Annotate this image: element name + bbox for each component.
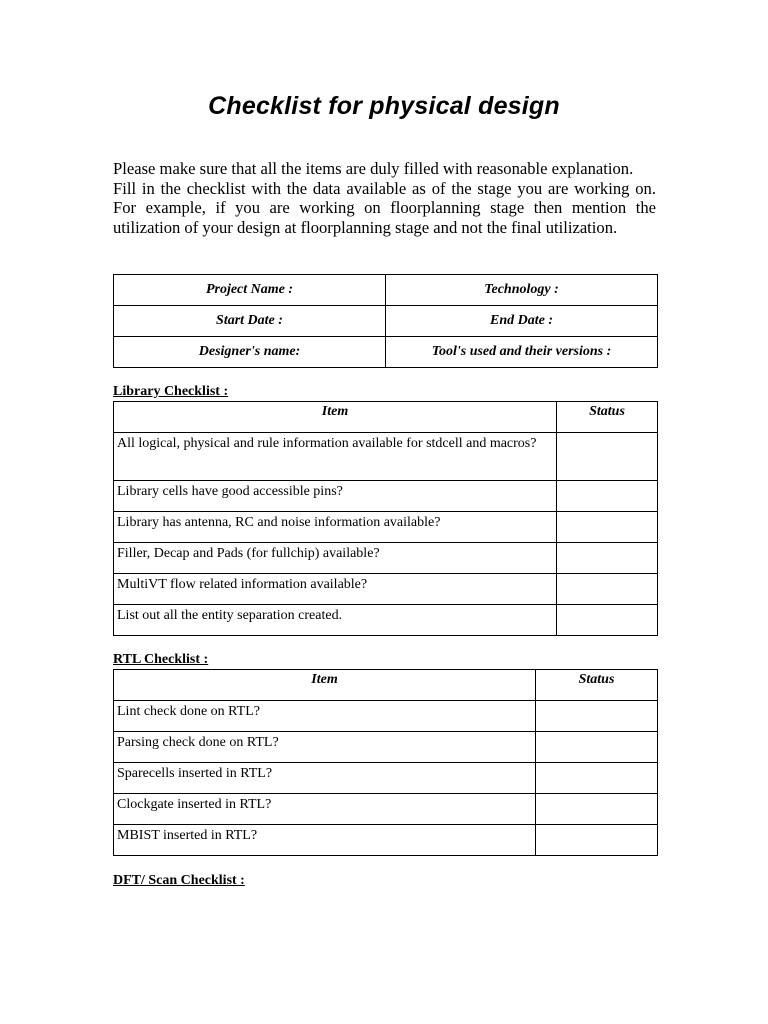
- status-cell[interactable]: [557, 605, 658, 636]
- rtl-checklist-table: [113, 669, 658, 856]
- page-title: Checklist for physical design: [208, 92, 560, 120]
- table-row: [114, 306, 658, 337]
- dft-scan-checklist-label: DFT/ Scan Checklist :: [113, 873, 245, 888]
- checklist-item: Lint check done on RTL?: [114, 701, 536, 732]
- status-cell[interactable]: [536, 825, 658, 856]
- library-checklist-label: Library Checklist :: [113, 384, 229, 399]
- checklist-item: Library cells have good accessible pins?: [114, 481, 557, 512]
- table-row: [114, 701, 658, 732]
- table-header-row: [114, 670, 658, 701]
- table-row: [114, 481, 658, 512]
- table-row: [114, 763, 658, 794]
- table-row: [114, 605, 658, 636]
- status-column-header: Status: [557, 402, 658, 433]
- start-date-label: Start Date :: [114, 306, 386, 337]
- table-row: [114, 337, 658, 368]
- status-column-header: Status: [536, 670, 658, 701]
- tools-label: Tool's used and their versions :: [386, 337, 658, 368]
- checklist-item: All logical, physical and rule information available for stdcell and macros?: [114, 433, 557, 481]
- status-cell[interactable]: [536, 732, 658, 763]
- end-date-label: End Date :: [386, 306, 658, 337]
- status-cell[interactable]: [557, 574, 658, 605]
- checklist-item: Parsing check done on RTL?: [114, 732, 536, 763]
- checklist-item: List out all the entity separation created.: [114, 605, 557, 636]
- status-cell[interactable]: [557, 543, 658, 574]
- checklist-item: Sparecells inserted in RTL?: [114, 763, 536, 794]
- technology-label: Technology :: [386, 275, 658, 306]
- intro-paragraph-1: Please make sure that all the items are duly filled with reasonable explanation.: [113, 159, 634, 178]
- table-row: [114, 512, 658, 543]
- intro-text: [113, 159, 656, 237]
- checklist-item: MBIST inserted in RTL?: [114, 825, 536, 856]
- table-row: [114, 574, 658, 605]
- intro-paragraph-2: Fill in the checklist with the data available as of the stage you are working on. For example, if you are working on floorplanning stage then mention the utilization of your design at floorplanning stage and not the final utilization.: [113, 178, 656, 237]
- checklist-item: Clockgate inserted in RTL?: [114, 794, 536, 825]
- status-cell[interactable]: [536, 763, 658, 794]
- table-row: [114, 433, 658, 481]
- project-info-table: [113, 274, 658, 368]
- item-column-header: Item: [114, 402, 557, 433]
- table-row: [114, 825, 658, 856]
- table-row: [114, 732, 658, 763]
- table-header-row: [114, 402, 658, 433]
- status-cell[interactable]: [557, 481, 658, 512]
- project-name-label: Project Name :: [114, 275, 386, 306]
- table-row: [114, 275, 658, 306]
- table-row: [114, 543, 658, 574]
- library-checklist-table: [113, 401, 658, 636]
- status-cell[interactable]: [557, 512, 658, 543]
- table-row: [114, 794, 658, 825]
- status-cell[interactable]: [536, 701, 658, 732]
- checklist-item: Filler, Decap and Pads (for fullchip) available?: [114, 543, 557, 574]
- checklist-item: MultiVT flow related information available?: [114, 574, 557, 605]
- rtl-checklist-label: RTL Checklist :: [113, 652, 209, 667]
- status-cell[interactable]: [536, 794, 658, 825]
- item-column-header: Item: [114, 670, 536, 701]
- designer-name-label: Designer's name:: [114, 337, 386, 368]
- checklist-item: Library has antenna, RC and noise information available?: [114, 512, 557, 543]
- status-cell[interactable]: [557, 433, 658, 481]
